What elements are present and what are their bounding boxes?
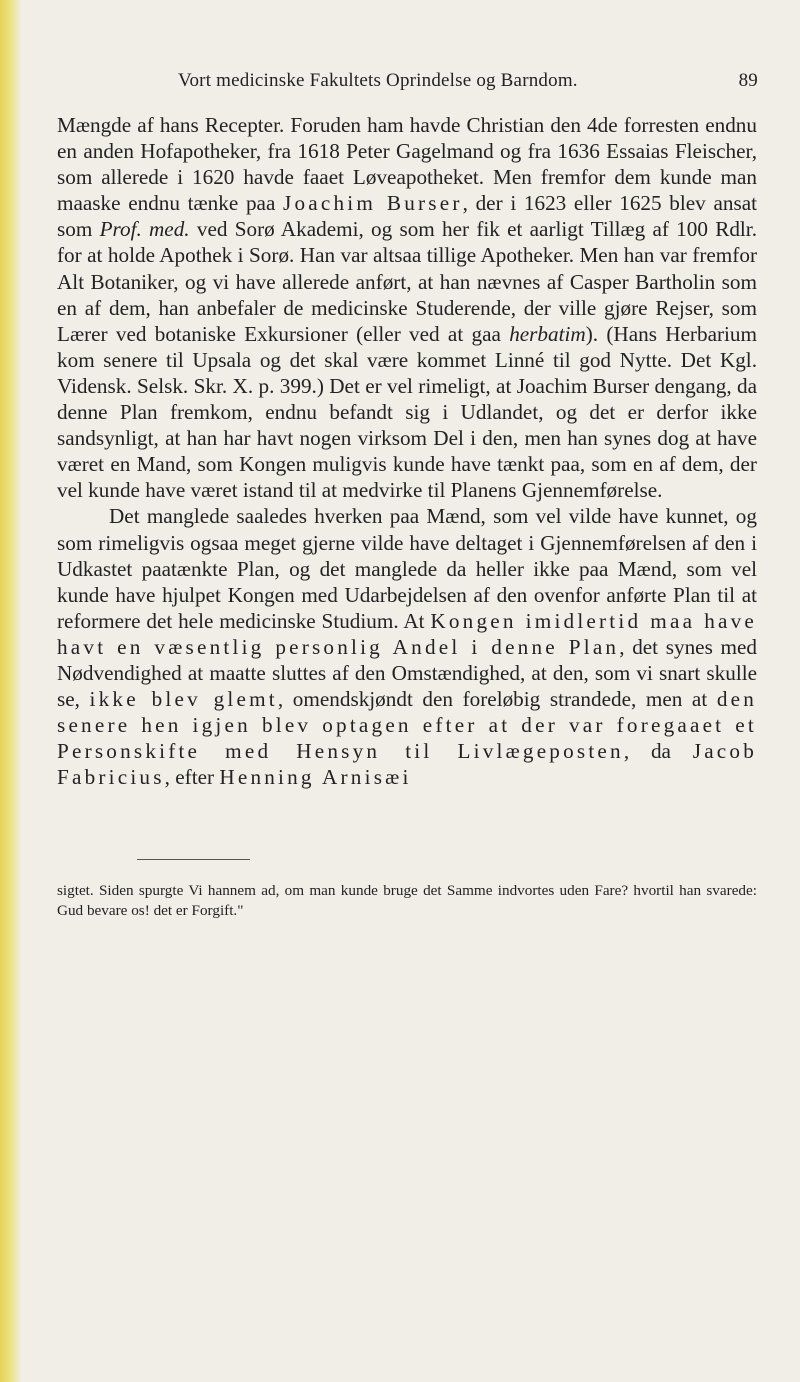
running-header: [178, 70, 758, 92]
spaced-name: Joachim Burser: [283, 191, 463, 216]
footnote-rule: [137, 859, 250, 860]
page-number: 89: [738, 70, 758, 91]
spaced-emphasis: den senere hen igjen blev optagen efter at der var foregaaet et Personskifte med Hensyn til Livlægeposten: [57, 687, 758, 764]
page-edge-shadow: [0, 0, 22, 1382]
italic-term: herbatim: [509, 321, 586, 346]
paragraph-1: Mængde af hans Recepter. Foruden ham havde Christian den 4de forresten endnu en anden Hofapotheker, fra 1618 Peter Gagelmand og fra 1636 Essaias Fleischer, som allerede i 1620 havde faaet Løveapotheket. Men fremfor dem kunde man maaske endnu tænke paa Joachim Burser, der i 1623 eller 1625 blev ansat som Prof. med. ved Sorø Akademi, og som her fik et aarligt Tillæg af 100 Rdlr. for at holde Apothek i Sorø. Han var altsaa tillige Apotheker. Men han var fremfor Alt Botaniker, og vi have allerede anført, at han nævnes af Casper Bartholin som en af dem, han anbefaler de medicinske Studerende, der ville gjøre Rejser, som Lærer ved botaniske Exkursioner (eller ved at gaa herbatim). (Hans Herbarium kom senere til Upsala og det skal være kommet Linné til god Nytte. Det Kgl. Vidensk. Selsk. Skr. X. p. 399.) Det er vel rimeligt, at Joachim Burser dengang, da denne Plan fremkom, endnu befandt sig i Udlandet, og det er derfor ikke sandsynligt, at han har havt nogen virksom Del i den, men han synes dog at have været en Mand, som Kongen muligvis kunde have tænkt paa, som en af dem, der vel kunde have været istand til at medvirke til Planens Gjennemførelse.: [57, 113, 757, 503]
header-title: Vort medicinske Fakultets Oprindelse og Barndom.: [178, 70, 578, 91]
paragraph-2: Det manglede saaledes hverken paa Mænd, som vel vilde have kunnet, og som rimeligvis ogsaa meget gjerne vilde have deltaget i Gjennemførelsen af den i Udkastet paatænkte Plan, og det manglede da heller ikke paa Mænd, som vel kunde have hjulpet Kongen med Udarbejdelsen af den ovenfor anførte Plan til at reformere det hele medicinske Studium. At Kongen imidlertid maa have havt en væsentlig personlig Andel i denne Plan, det synes med Nødvendighed at maatte sluttes af den Omstændighed, at den, som vi snart skulle se, ikke blev glemt, omendskjøndt den foreløbig strandede, men at den senere hen igjen blev optagen efter at der var foregaaet et Personskifte med Hensyn til Livlægeposten, da Jacob Fabricius, efter Henning Arnisæi: [57, 504, 758, 790]
footnote-text: sigtet. Siden spurgte Vi hannem ad, om man kunde bruge det Samme indvortes uden Fare? hvortil han svarede: Gud bevare os! det er Forgift.": [57, 882, 757, 919]
spaced-emphasis: Kongen imidlertid maa have havt en væsentlig personlig Andel i denne Plan: [57, 608, 758, 659]
footnote: [57, 881, 757, 921]
spaced-name: Jacob Fabricius: [57, 739, 757, 790]
spaced-name: Henning Arnisæi: [219, 765, 412, 790]
spaced-emphasis: ikke blev glemt: [89, 687, 278, 712]
italic-term: Prof. med.: [99, 217, 190, 242]
body-text: [57, 112, 757, 790]
